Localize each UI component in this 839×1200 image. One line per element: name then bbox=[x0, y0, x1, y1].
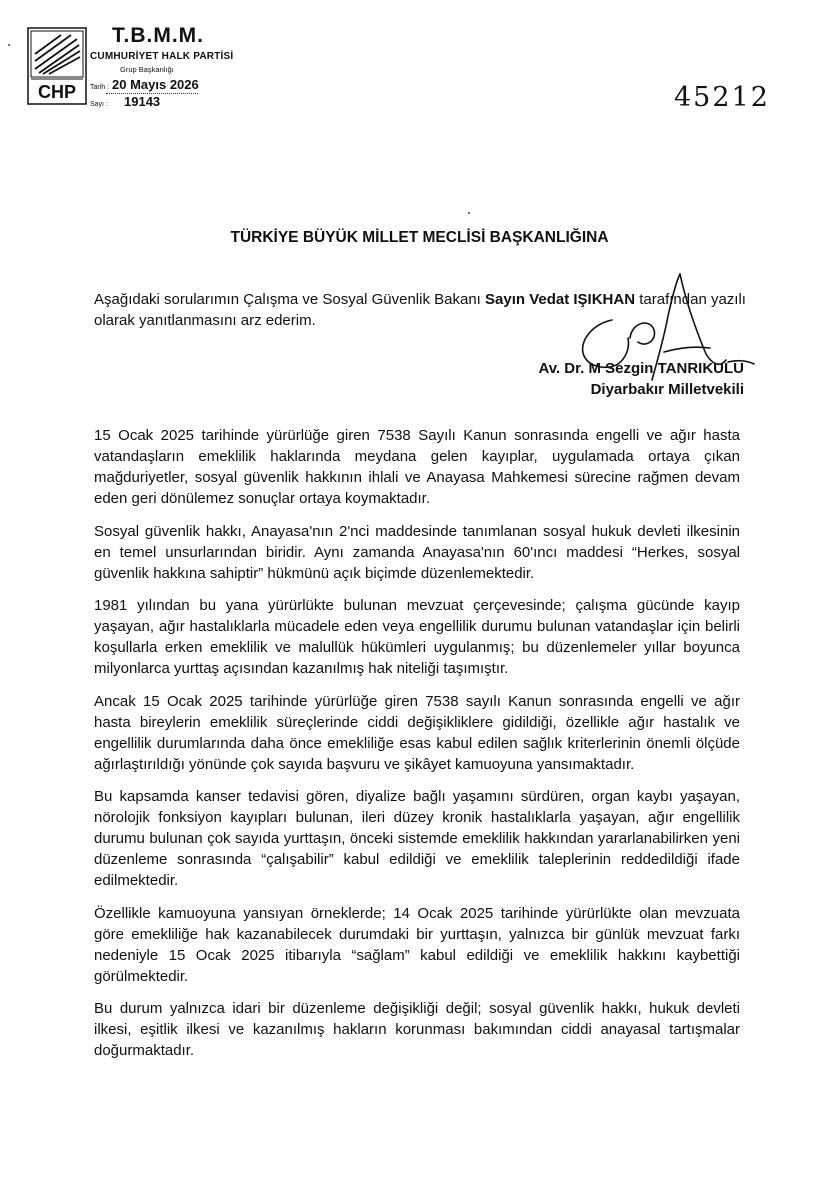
scan-dot bbox=[468, 212, 470, 214]
logo-label: CHP bbox=[37, 82, 77, 102]
letterhead-group: Grup Başkanlığı bbox=[120, 65, 174, 74]
number-label: Sayı : bbox=[90, 101, 108, 108]
body-paragraph: 15 Ocak 2025 tarihinde yürürlüğe giren 7538 Sayılı Kanun sonrasında engelli ve ağır hasta vatandaşların emeklilik haklarında meydana gelen kayıplar, uygulamada ortaya çıkan mağduriyetler, sosyal güvenlik hakkının ihlali ve Anayasa Mahkemesi sürecine rağmen devam eden geri dönülemez sonuçlar ortaya koymaktadır. bbox=[94, 427, 740, 507]
intro-text-2: tarafından yazılı olarak yanıtlanmasını arz ederim. bbox=[94, 291, 746, 329]
intro-text-1: Aşağıdaki sorularımın Çalışma ve Sosyal Güvenlik Bakanı bbox=[94, 291, 486, 308]
minister-name: Sayın Vedat IŞIKHAN bbox=[485, 291, 636, 308]
letterhead-party: CUMHURİYET HALK PARTİSİ bbox=[90, 51, 234, 62]
date-label: Tarih : bbox=[90, 84, 110, 91]
body-paragraph: Bu durum yalnızca idari bir düzenleme değişikliği değil; sosyal güvenlik hakkı, hukuk devleti ilkesi, eşitlik ilkesi ve kazanılmış hakların korunması bakımından ciddi anayasal tartışmalar doğurmaktadır. bbox=[94, 1000, 740, 1059]
body-paragraph: Bu kapsamda kanser tedavisi gören, diyalize bağlı yaşamını sürdüren, organ kaybı yaşayan, nörolojik fonksiyon kayıpları bulunan, ileri düzey kronik hastalıklarla yaşayan, ağır engellilik durumu bulunan çok sayıda yurttaşın, önceki sistemde emeklilik hakkından yararlanabilirken yeni düzenleme sonrasında “çalışabilir” kabul edildiği ve emeklilik taleplerinin reddedildiği ifade edilmektedir. bbox=[94, 788, 740, 889]
document-number: 19143 bbox=[124, 94, 161, 109]
scan-dot bbox=[8, 44, 10, 46]
signer-block bbox=[538, 358, 744, 400]
body-paragraph: Ancak 15 Ocak 2025 tarihinde yürürlüğe giren 7538 sayılı Kanun sonrasında engelli ve ağır hasta bireylerin emeklilik süreçlerinde ciddi değişikliklere gidildiği, özellikle ağır hastalık ve engellilik durumlarında daha önce emekliliğe esas kabul edilen sağlık kriterlerinin önemli ölçüde ağırlaştırıldığı yönünde çok sayıda başvuru ve şikâyet kamuoyuna yansımaktadır. bbox=[94, 692, 740, 773]
chp-party-logo-icon bbox=[27, 27, 87, 105]
document-heading: TÜRKİYE BÜYÜK MİLLET MECLİSİ BAŞKANLIĞINA bbox=[230, 229, 609, 246]
signer-name: Av. Dr. M Sezgin TANRIKULU bbox=[538, 360, 744, 377]
body-paragraph: Özellikle kamuoyuna yansıyan örneklerde; 14 Ocak 2025 tarihinde yürürlükte olan mevzuata göre emekliliğe hak kazanabilecek durumdaki bir yurttaşın, yalnızca bir günlük mevzuat farkı nedeniyle 15 Ocak 2025 itibarıyla “sağlam” kabul edildiği ve emeklilik hakkını kaybettiği görülmektedir. bbox=[94, 904, 740, 985]
letterhead-title: T.B.M.M. bbox=[112, 24, 204, 47]
body-paragraph: Sosyal güvenlik hakkı, Anayasa'nın 2'nci maddesinde tanımlanan sosyal hukuk devleti ilkesinin en temel unsurlarından biridir. Aynı zamanda Anayasa'nın 60'ıncı maddesi “Herkes, sosyal güvenlik hakkına sahiptir” hükmünü açık biçimde düzenlemektedir. bbox=[94, 522, 740, 582]
document-body bbox=[94, 425, 740, 1073]
signer-title: Diyarbakır Milletvekili bbox=[590, 381, 744, 398]
registry-stamp-number: 45212 bbox=[674, 82, 770, 113]
body-paragraph: 1981 yılından bu yana yürürlükte bulunan mevzuat çerçevesinde; çalışma gücünde kayıp yaşayan, ağır hastalıklarla mücadele eden veya engellilik durumu bulunan vatandaşlar için belirli koşullarla erken emeklilik ve malullük hükümleri uygulanmış; bu düzenlemeler yıllar boyunca milyonlarca yurttaş açısından kazanılmış hak niteliği taşımıştır. bbox=[94, 597, 740, 677]
document-date: 20 Mayıs 2026 bbox=[112, 77, 199, 92]
